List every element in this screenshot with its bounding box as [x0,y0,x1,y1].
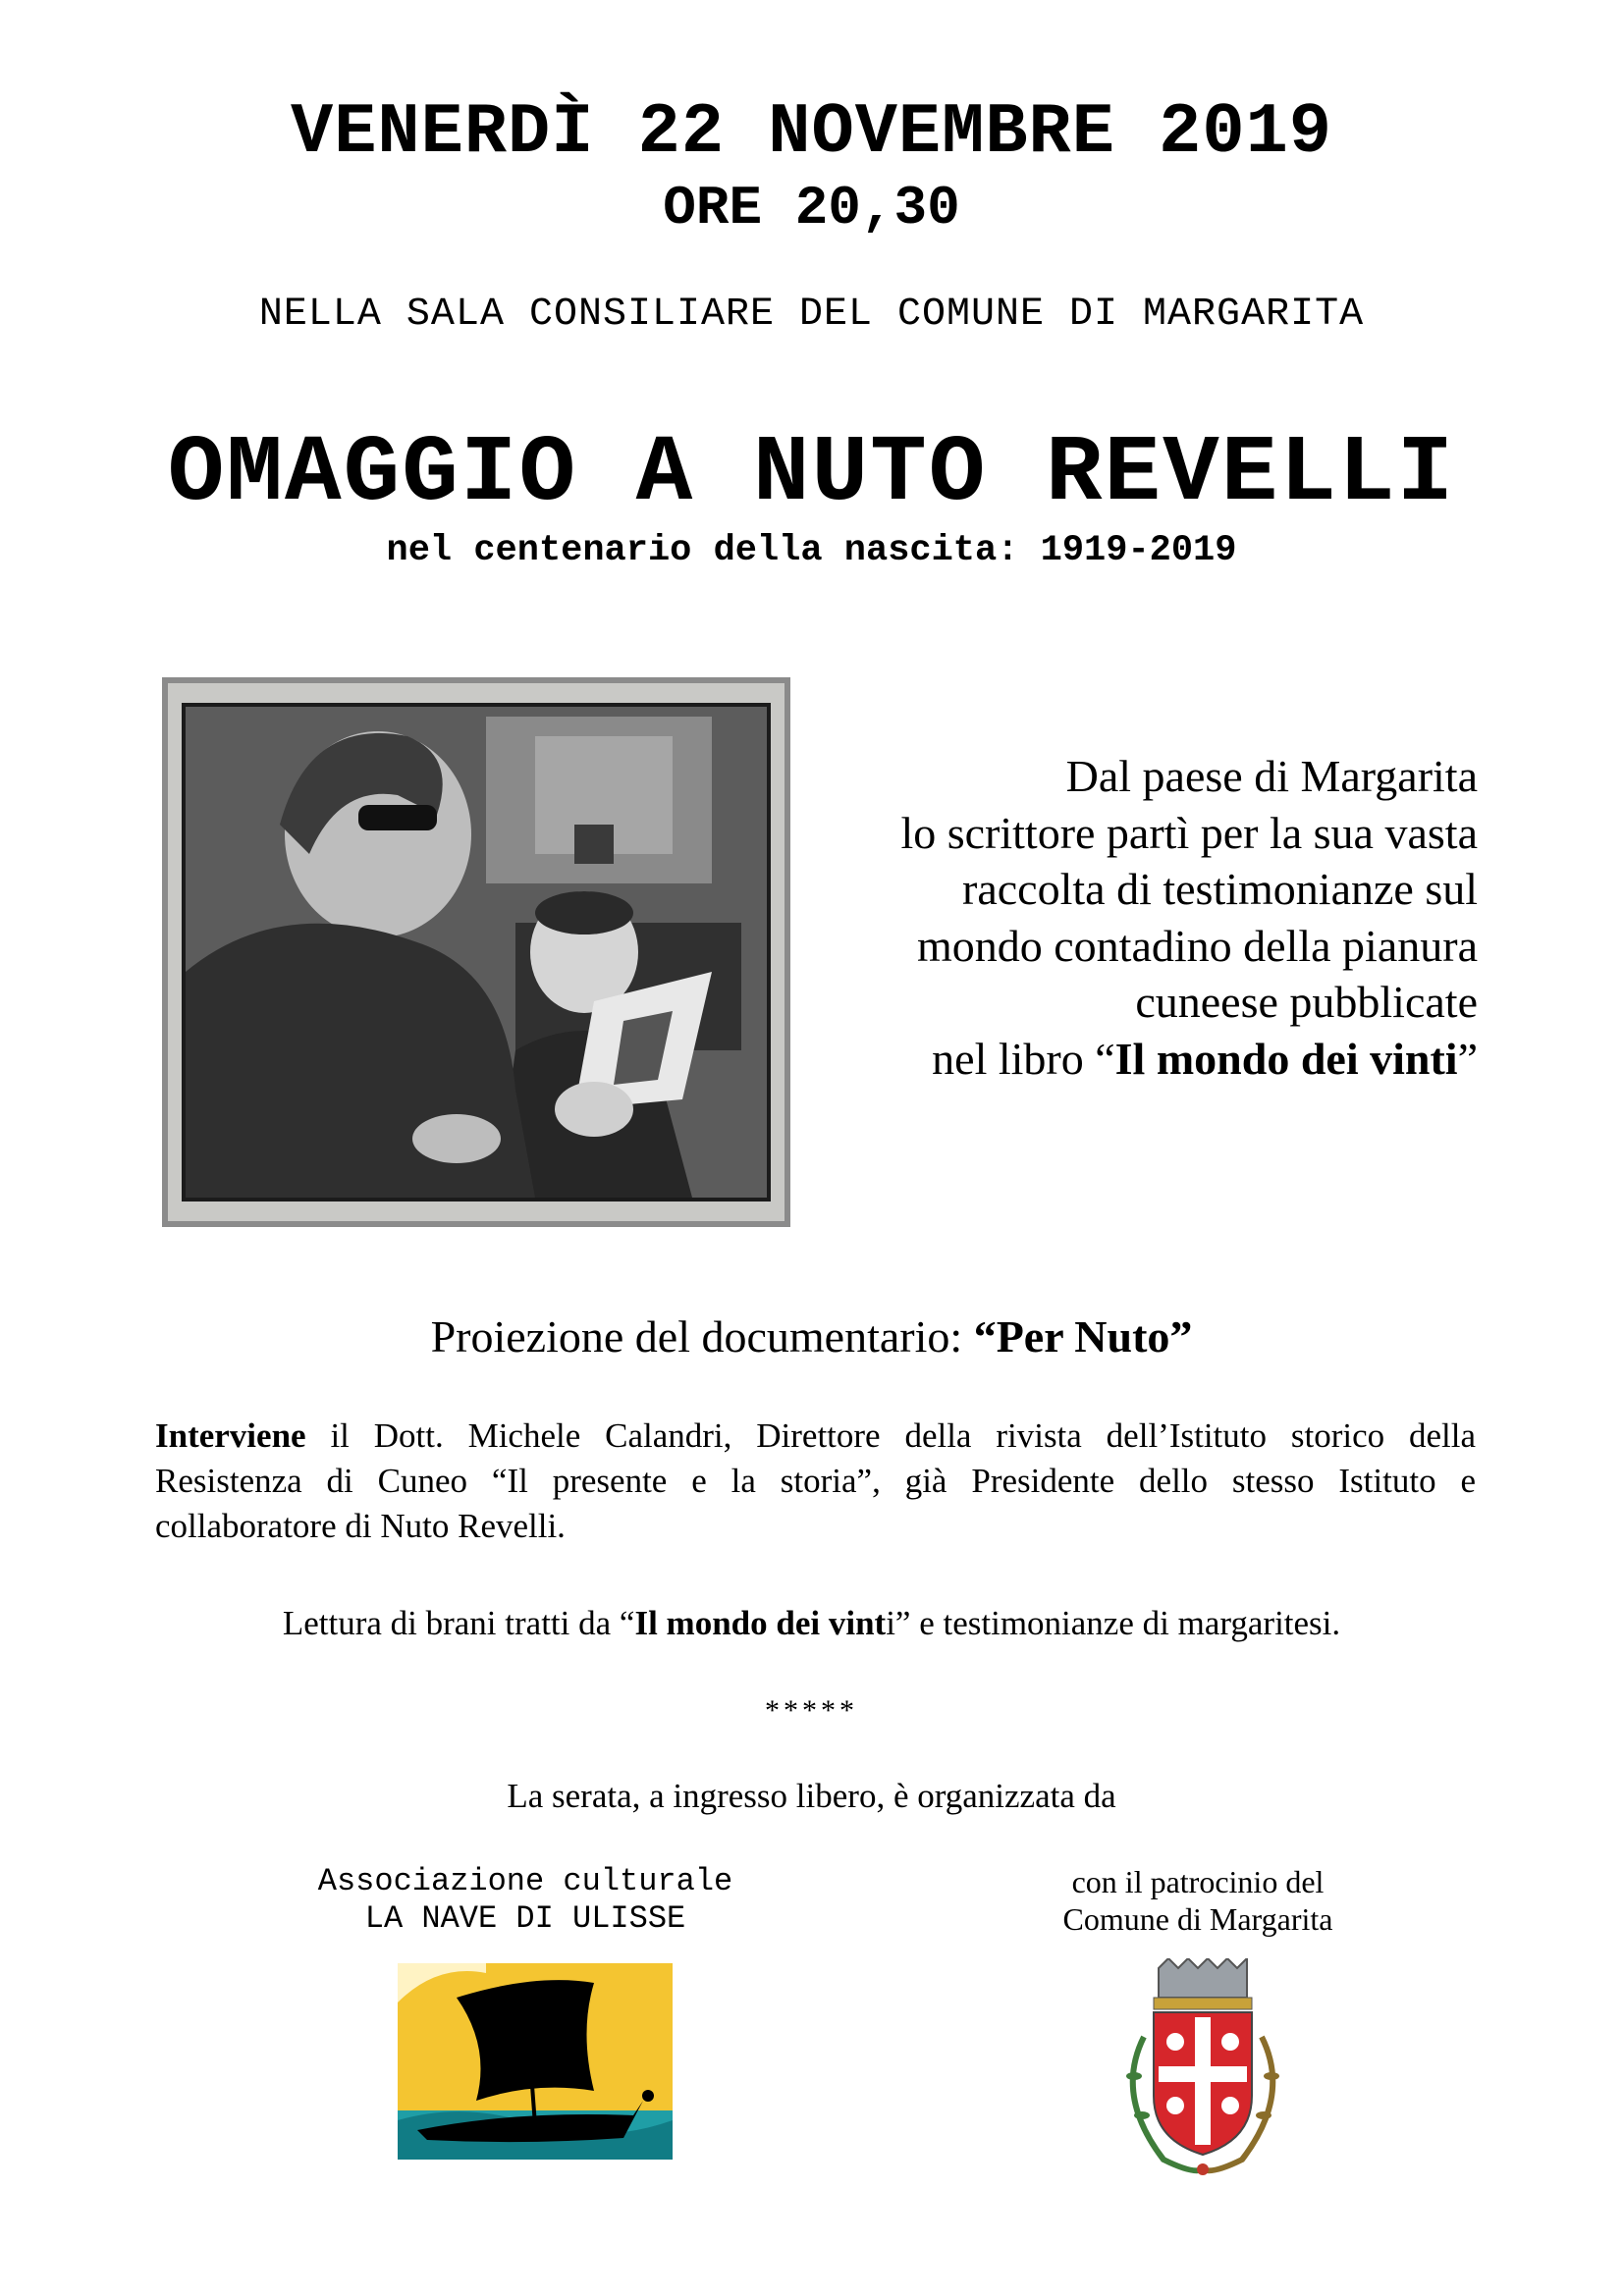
intro-line: mondo contadino della pianura [916,920,1478,971]
sailing-ship-logo-icon [398,1963,673,2160]
screening-prefix: Proiezione del documentario: [430,1311,974,1362]
association-line: Associazione culturale [317,1863,733,1899]
screening-film: “Per Nuto” [973,1311,1193,1362]
intro-line: cuneese pubblicate [1135,977,1478,1027]
intro-line: lo scrittore partì per la sua vasta [900,807,1478,858]
reading-book: Il mondo dei vint [634,1604,887,1642]
association-name [280,1863,771,1938]
speaker-text: il Dott. Michele Calandri, Direttore della rivista dell’Istituto storico della [305,1416,1476,1455]
photo-two-men-icon [162,677,790,1227]
intro-book-title: Il mondo dei vinti [1114,1033,1458,1084]
intro-line: Dal paese di Margarita [1065,751,1478,801]
association-line: LA NAVE DI ULISSE [364,1900,686,1937]
speaker-paragraph [155,1414,1476,1549]
intro-book-suffix: ” [1457,1033,1478,1084]
separator: ***** [765,1694,858,1727]
speaker-line: collaboratore di Nuto Revelli. [155,1507,566,1545]
intro-line: raccolta di testimonianze sul [962,864,1478,914]
page-subtitle: nel centenario della nascita: 1919-2019 [386,530,1237,571]
coat-of-arms-icon [1105,1958,1301,2184]
organizer-intro: La serata, a ingresso libero, è organizzata da [507,1777,1116,1815]
intro-paragraph [815,748,1478,1087]
patronage-text [1011,1863,1384,1938]
speaker-line [155,1414,1476,1459]
intro-book-prefix: nel libro “ [932,1033,1115,1084]
reading-line [0,1604,1623,1643]
reading-prefix: Lettura di brani tratti da “ [282,1604,635,1642]
screening-line [0,1310,1623,1362]
event-time: ORE 20,30 [663,177,960,240]
intro-line [815,1031,1478,1088]
page-title: OMAGGIO A NUTO REVELLI [167,420,1456,527]
patronage-line: con il patrocinio del [1071,1864,1325,1899]
speaker-line: Resistenza di Cuneo “Il presente e la storia”, già Presidente dello stesso Istituto e [155,1462,1476,1500]
event-date: VENERDÌ 22 NOVEMBRE 2019 [291,92,1332,173]
patronage-line: Comune di Margarita [1062,1901,1333,1937]
speaker-lead: Interviene [155,1416,306,1455]
reading-suffix: i” e testimonianze di margaritesi. [886,1604,1341,1642]
event-venue: NELLA SALA CONSILIARE DEL COMUNE DI MARGARITA [258,293,1365,337]
